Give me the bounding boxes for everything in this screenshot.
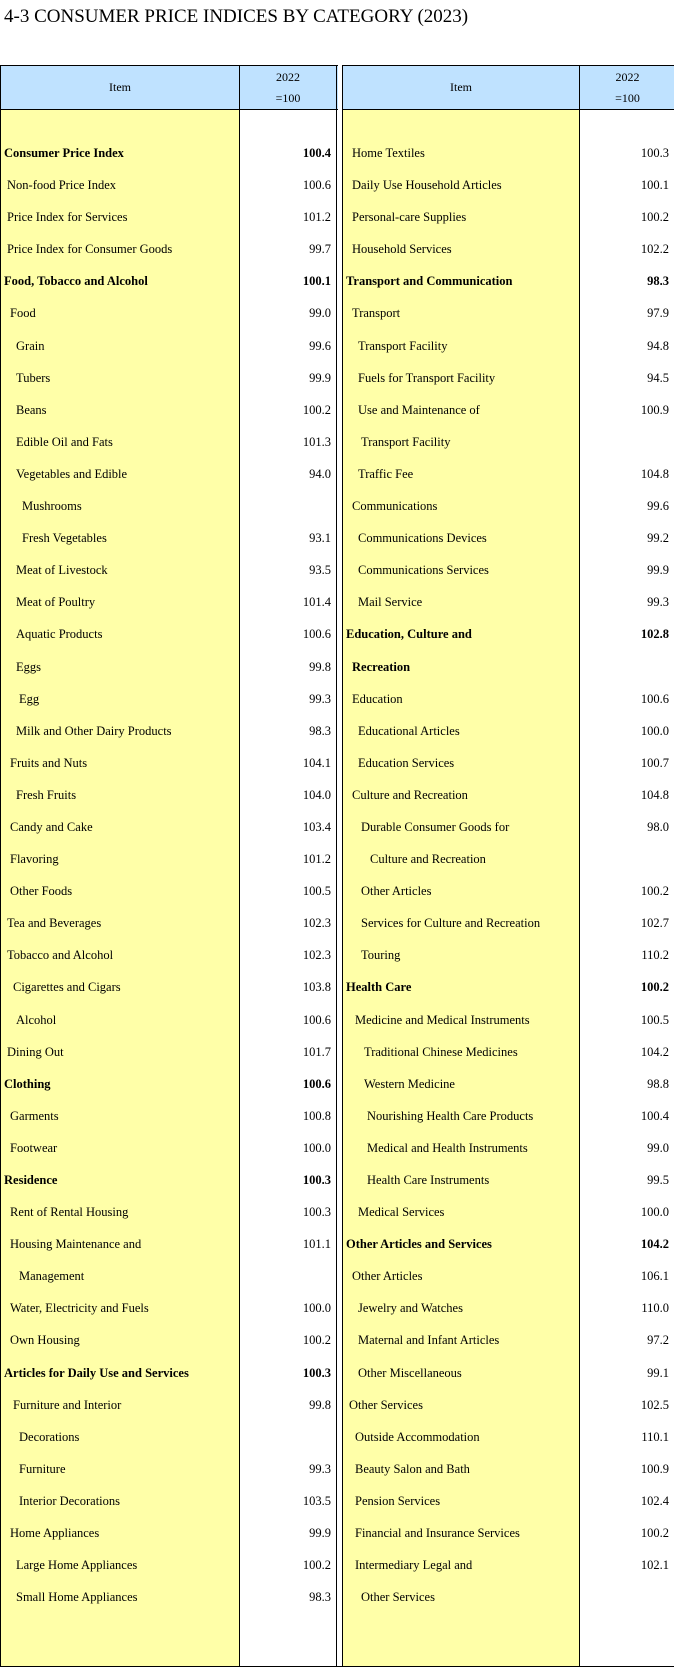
row-label: Home Textiles bbox=[352, 146, 425, 160]
row-value: 99.5 bbox=[647, 1173, 669, 1187]
item-column-header: Item bbox=[0, 66, 239, 109]
table-row bbox=[342, 1459, 674, 1491]
row-label: Tubers bbox=[16, 370, 51, 385]
row-value: 98.3 bbox=[309, 723, 331, 738]
row-value: 94.0 bbox=[309, 466, 331, 481]
row-value: 100.6 bbox=[302, 1076, 331, 1091]
row-value: 100.1 bbox=[640, 178, 669, 193]
row-label: Other Foods bbox=[10, 884, 73, 899]
table-row bbox=[0, 400, 338, 432]
row-label: Cigarettes and Cigars bbox=[13, 980, 121, 995]
table-row bbox=[342, 1587, 674, 1619]
row-label: Other Services bbox=[349, 1397, 423, 1412]
row-value: 99.2 bbox=[647, 531, 669, 546]
row-value: 100.0 bbox=[640, 1205, 669, 1220]
table-row bbox=[0, 1459, 338, 1491]
row-label: Own Housing bbox=[10, 1333, 80, 1348]
row-label: Consumer Price Index bbox=[4, 146, 124, 160]
table-row bbox=[342, 1170, 674, 1202]
row-label: Other Miscellaneous bbox=[358, 1365, 462, 1380]
row-value: 100.2 bbox=[640, 210, 669, 225]
table-row bbox=[0, 1266, 338, 1298]
row-label: Household Services bbox=[352, 242, 452, 257]
table-row bbox=[342, 945, 674, 977]
row-label: Education, Culture and bbox=[346, 627, 472, 642]
table-row bbox=[0, 239, 338, 271]
row-value: 93.1 bbox=[309, 531, 331, 546]
table-row bbox=[0, 175, 338, 207]
row-value: 102.3 bbox=[302, 916, 331, 931]
row-label: Transport and Communication bbox=[346, 274, 513, 289]
row-label: Residence bbox=[4, 1173, 58, 1187]
table-row bbox=[0, 1074, 338, 1106]
row-value: 99.8 bbox=[309, 1397, 331, 1412]
table-row bbox=[0, 1587, 338, 1619]
row-value: 100.4 bbox=[302, 146, 331, 160]
row-label: Clothing bbox=[4, 1076, 51, 1091]
table-row bbox=[342, 1363, 674, 1395]
row-label: Home Appliances bbox=[10, 1526, 100, 1541]
row-label: Price Index for Consumer Goods bbox=[7, 242, 173, 257]
table-row bbox=[0, 945, 338, 977]
row-value: 100.2 bbox=[640, 980, 669, 995]
table-row bbox=[342, 1395, 674, 1427]
row-value: 102.5 bbox=[640, 1397, 669, 1412]
row-value: 100.0 bbox=[302, 1301, 331, 1316]
table-row bbox=[0, 1010, 338, 1042]
table-row bbox=[0, 271, 338, 303]
table-row bbox=[0, 657, 338, 689]
row-label: Transport bbox=[352, 306, 401, 321]
left-rows bbox=[0, 143, 338, 1619]
table-bottom-border bbox=[0, 1666, 674, 1667]
row-value: 100.0 bbox=[640, 723, 669, 738]
row-value: 98.8 bbox=[647, 1076, 669, 1091]
row-label: Articles for Daily Use and Services bbox=[4, 1365, 189, 1380]
row-label: Jewelry and Watches bbox=[358, 1301, 463, 1316]
row-label: Traditional Chinese Medicines bbox=[364, 1044, 518, 1059]
row-label: Communications bbox=[352, 499, 438, 514]
row-value: 99.6 bbox=[309, 338, 331, 353]
row-label: Intermediary Legal and bbox=[355, 1558, 473, 1573]
row-value: 100.5 bbox=[302, 884, 331, 899]
row-label: Other Articles bbox=[361, 884, 432, 899]
table-row bbox=[342, 143, 674, 175]
table-row bbox=[342, 496, 674, 528]
row-label: Furniture and Interior bbox=[13, 1397, 122, 1412]
row-value: 100.4 bbox=[640, 1108, 669, 1123]
table-row bbox=[0, 143, 338, 175]
table-row bbox=[342, 1106, 674, 1138]
row-label: Maternal and Infant Articles bbox=[358, 1333, 500, 1348]
table-row bbox=[0, 1106, 338, 1138]
page-title: 4-3 CONSUMER PRICE INDICES BY CATEGORY (2023) bbox=[4, 6, 469, 27]
row-label: Rent of Rental Housing bbox=[10, 1205, 129, 1220]
table-row bbox=[342, 1234, 674, 1266]
base-index-label: =100 bbox=[615, 90, 640, 105]
row-value: 100.9 bbox=[640, 1461, 669, 1476]
row-label: Transport Facility bbox=[358, 338, 448, 353]
table-row bbox=[0, 1330, 338, 1362]
row-value: 100.2 bbox=[640, 884, 669, 899]
row-value: 99.8 bbox=[309, 659, 331, 674]
row-value: 104.1 bbox=[302, 755, 331, 770]
row-value: 100.2 bbox=[302, 1333, 331, 1348]
row-label: Vegetables and Edible bbox=[16, 466, 128, 481]
row-value: 104.8 bbox=[640, 466, 669, 481]
row-label: Non-food Price Index bbox=[7, 178, 116, 193]
row-label: Education Services bbox=[358, 755, 455, 770]
table-row bbox=[0, 1234, 338, 1266]
table-row bbox=[342, 1138, 674, 1170]
table-row bbox=[342, 817, 674, 849]
right-rows bbox=[342, 143, 674, 1619]
row-label: Medicine and Medical Instruments bbox=[355, 1012, 530, 1027]
table-row bbox=[342, 1523, 674, 1555]
row-value: 101.7 bbox=[302, 1044, 331, 1059]
left-header-row bbox=[0, 65, 338, 110]
row-label: Small Home Appliances bbox=[16, 1590, 138, 1605]
row-value: 103.8 bbox=[302, 980, 331, 995]
row-label: Interior Decorations bbox=[19, 1493, 121, 1508]
row-label: Medical Services bbox=[358, 1205, 445, 1220]
row-label: Other Articles bbox=[352, 1269, 423, 1284]
table-row bbox=[342, 336, 674, 368]
row-label: Tea and Beverages bbox=[7, 916, 102, 931]
row-value: 110.1 bbox=[641, 1429, 669, 1444]
row-value: 98.0 bbox=[647, 819, 669, 834]
row-label: Dining Out bbox=[7, 1044, 64, 1059]
row-label: Touring bbox=[361, 948, 401, 963]
row-value: 99.0 bbox=[309, 306, 331, 321]
row-value: 100.2 bbox=[302, 402, 331, 417]
table-row bbox=[342, 1010, 674, 1042]
row-label: Price Index for Services bbox=[7, 210, 128, 225]
row-value: 99.9 bbox=[647, 563, 669, 578]
table-row bbox=[342, 239, 674, 271]
row-label: Durable Consumer Goods for bbox=[361, 819, 510, 834]
row-value: 101.4 bbox=[302, 595, 331, 610]
table-row bbox=[342, 1074, 674, 1106]
row-value: 104.8 bbox=[640, 787, 669, 802]
table-row bbox=[342, 464, 674, 496]
table-row bbox=[0, 817, 338, 849]
table-row bbox=[0, 1395, 338, 1427]
row-value: 100.3 bbox=[302, 1365, 331, 1380]
row-label: Communications Devices bbox=[358, 531, 487, 546]
table-row bbox=[0, 1170, 338, 1202]
row-value: 102.4 bbox=[640, 1493, 669, 1508]
row-label: Other Articles and Services bbox=[346, 1237, 492, 1252]
row-value: 94.5 bbox=[647, 370, 669, 385]
row-label: Nourishing Health Care Products bbox=[367, 1108, 534, 1123]
table-row bbox=[0, 432, 338, 464]
row-value: 99.6 bbox=[647, 499, 669, 514]
row-value: 100.6 bbox=[640, 691, 669, 706]
table-row bbox=[342, 400, 674, 432]
table-row bbox=[0, 849, 338, 881]
row-value: 100.6 bbox=[302, 627, 331, 642]
row-label: Food bbox=[10, 306, 36, 321]
row-label: Housing Maintenance and bbox=[10, 1237, 142, 1252]
table-row bbox=[342, 881, 674, 913]
row-label: Eggs bbox=[16, 659, 41, 674]
table-row bbox=[0, 1555, 338, 1587]
row-label: Financial and Insurance Services bbox=[355, 1526, 520, 1541]
table-row bbox=[342, 785, 674, 817]
row-label: Pension Services bbox=[355, 1493, 441, 1508]
table-row bbox=[0, 753, 338, 785]
row-label: Edible Oil and Fats bbox=[16, 434, 113, 449]
base-column-header bbox=[239, 66, 337, 109]
row-label: Culture and Recreation bbox=[352, 787, 468, 802]
row-label: Management bbox=[19, 1269, 85, 1284]
table-row bbox=[342, 977, 674, 1009]
table-row bbox=[0, 881, 338, 913]
row-label: Tobacco and Alcohol bbox=[7, 948, 114, 963]
table-row bbox=[0, 303, 338, 335]
table-row bbox=[0, 1363, 338, 1395]
table-row bbox=[0, 785, 338, 817]
row-label: Medical and Health Instruments bbox=[367, 1140, 528, 1155]
row-value: 100.5 bbox=[640, 1012, 669, 1027]
table-row bbox=[342, 303, 674, 335]
row-label: Daily Use Household Articles bbox=[352, 178, 502, 193]
row-label: Western Medicine bbox=[364, 1076, 455, 1091]
table-row bbox=[0, 624, 338, 656]
row-value: 99.9 bbox=[309, 1526, 331, 1541]
row-value: 102.2 bbox=[640, 242, 669, 257]
row-value: 99.3 bbox=[647, 595, 669, 610]
table-row bbox=[342, 368, 674, 400]
row-value: 100.3 bbox=[302, 1173, 331, 1187]
row-label: Communications Services bbox=[358, 563, 489, 578]
table-row bbox=[0, 1523, 338, 1555]
base-year-label: 2022 bbox=[276, 69, 300, 84]
row-label: Milk and Other Dairy Products bbox=[16, 723, 172, 738]
row-label: Decorations bbox=[19, 1429, 80, 1444]
table-row bbox=[0, 207, 338, 239]
table-row bbox=[0, 1427, 338, 1459]
table-row bbox=[342, 1266, 674, 1298]
table-row bbox=[0, 1202, 338, 1234]
table-row bbox=[0, 496, 338, 528]
row-value: 98.3 bbox=[647, 274, 669, 289]
row-value: 99.0 bbox=[647, 1140, 669, 1155]
table-row bbox=[342, 1330, 674, 1362]
row-label: Alcohol bbox=[16, 1012, 57, 1027]
row-value: 100.2 bbox=[640, 1526, 669, 1541]
row-label: Food, Tobacco and Alcohol bbox=[4, 274, 148, 289]
table-row bbox=[342, 207, 674, 239]
row-label: Grain bbox=[16, 338, 45, 353]
row-label: Recreation bbox=[352, 659, 411, 674]
row-label: Fresh Vegetables bbox=[22, 531, 107, 546]
row-label: Other Services bbox=[361, 1590, 435, 1605]
row-value: 99.1 bbox=[647, 1365, 669, 1380]
table-row bbox=[0, 336, 338, 368]
base-year-label: 2022 bbox=[615, 69, 640, 84]
table-row bbox=[342, 1298, 674, 1330]
row-label: Educational Articles bbox=[358, 723, 460, 738]
row-value: 100.3 bbox=[302, 1205, 331, 1220]
row-value: 101.2 bbox=[302, 210, 331, 225]
row-label: Meat of Livestock bbox=[16, 563, 108, 578]
row-value: 100.2 bbox=[302, 1558, 331, 1573]
row-value: 100.9 bbox=[640, 402, 669, 417]
row-label: Egg bbox=[19, 691, 40, 706]
table-row bbox=[0, 1491, 338, 1523]
row-value: 97.9 bbox=[647, 306, 669, 321]
left-column-panel bbox=[0, 65, 338, 1667]
row-value: 100.3 bbox=[640, 146, 669, 160]
table-row bbox=[342, 721, 674, 753]
row-value: 104.2 bbox=[640, 1237, 669, 1252]
row-label: Use and Maintenance of bbox=[358, 402, 480, 417]
table-row bbox=[342, 624, 674, 656]
row-label: Culture and Recreation bbox=[370, 852, 486, 867]
table-row bbox=[342, 432, 674, 464]
row-value: 100.0 bbox=[302, 1140, 331, 1155]
row-value: 102.7 bbox=[640, 916, 669, 931]
row-value: 99.3 bbox=[309, 1461, 331, 1476]
row-value: 99.9 bbox=[309, 370, 331, 385]
table-row bbox=[0, 528, 338, 560]
cpi-table bbox=[0, 65, 674, 1667]
row-value: 103.5 bbox=[302, 1493, 331, 1508]
table-row bbox=[0, 464, 338, 496]
row-value: 99.7 bbox=[309, 242, 331, 257]
row-value: 97.2 bbox=[647, 1333, 669, 1348]
table-row bbox=[342, 1491, 674, 1523]
table-row bbox=[0, 560, 338, 592]
row-value: 103.4 bbox=[302, 819, 331, 834]
table-row bbox=[342, 1427, 674, 1459]
row-label: Water, Electricity and Fuels bbox=[10, 1301, 149, 1316]
row-value: 98.3 bbox=[309, 1590, 331, 1605]
row-value: 101.3 bbox=[302, 434, 331, 449]
row-value: 94.8 bbox=[647, 338, 669, 353]
row-value: 110.0 bbox=[641, 1301, 669, 1316]
table-row bbox=[0, 977, 338, 1009]
table-row bbox=[0, 1298, 338, 1330]
table-row bbox=[342, 1555, 674, 1587]
item-column-header: Item bbox=[342, 66, 579, 109]
row-label: Flavoring bbox=[10, 852, 59, 867]
base-index-label: =100 bbox=[275, 90, 301, 105]
row-label: Mushrooms bbox=[22, 499, 82, 514]
row-value: 101.2 bbox=[302, 852, 331, 867]
right-column-panel bbox=[342, 65, 674, 1667]
table-row bbox=[0, 689, 338, 721]
row-value: 102.1 bbox=[640, 1558, 669, 1573]
table-row bbox=[0, 592, 338, 624]
table-row bbox=[0, 721, 338, 753]
row-label: Health Care Instruments bbox=[367, 1173, 490, 1187]
table-row bbox=[342, 528, 674, 560]
row-label: Footwear bbox=[10, 1140, 58, 1155]
row-value: 110.2 bbox=[641, 948, 669, 963]
row-value: 100.6 bbox=[302, 1012, 331, 1027]
table-row bbox=[0, 913, 338, 945]
row-value: 100.8 bbox=[302, 1108, 331, 1123]
table-row bbox=[342, 657, 674, 689]
table-row bbox=[342, 913, 674, 945]
row-label: Large Home Appliances bbox=[16, 1558, 138, 1573]
row-value: 104.0 bbox=[302, 787, 331, 802]
row-label: Meat of Poultry bbox=[16, 595, 96, 610]
row-label: Furniture bbox=[19, 1461, 66, 1476]
row-label: Candy and Cake bbox=[10, 819, 93, 834]
row-value: 102.3 bbox=[302, 948, 331, 963]
row-value: 93.5 bbox=[309, 563, 331, 578]
table-row bbox=[0, 368, 338, 400]
row-value: 106.1 bbox=[640, 1269, 669, 1284]
row-label: Transport Facility bbox=[361, 434, 451, 449]
table-row bbox=[342, 689, 674, 721]
row-label: Beans bbox=[16, 402, 47, 417]
row-value: 104.2 bbox=[640, 1044, 669, 1059]
row-label: Personal-care Supplies bbox=[352, 210, 467, 225]
row-label: Health Care bbox=[346, 980, 412, 995]
table-row bbox=[342, 1202, 674, 1234]
row-label: Fresh Fruits bbox=[16, 787, 77, 802]
row-label: Outside Accommodation bbox=[355, 1429, 480, 1444]
row-value: 100.6 bbox=[302, 178, 331, 193]
row-label: Beauty Salon and Bath bbox=[355, 1461, 470, 1476]
row-label: Fruits and Nuts bbox=[10, 755, 88, 770]
row-value: 100.7 bbox=[640, 755, 669, 770]
table-row bbox=[342, 1042, 674, 1074]
table-row bbox=[342, 175, 674, 207]
table-row bbox=[0, 1138, 338, 1170]
row-value: 101.1 bbox=[302, 1237, 331, 1252]
row-label: Mail Service bbox=[358, 595, 423, 610]
row-value: 102.8 bbox=[640, 627, 669, 642]
row-label: Education bbox=[352, 691, 403, 706]
row-label: Traffic Fee bbox=[358, 466, 414, 481]
row-value: 100.1 bbox=[302, 274, 331, 289]
row-label: Aquatic Products bbox=[16, 627, 103, 642]
table-row bbox=[342, 271, 674, 303]
table-row bbox=[342, 849, 674, 881]
table-row bbox=[342, 592, 674, 624]
row-value: 99.3 bbox=[309, 691, 331, 706]
row-label: Fuels for Transport Facility bbox=[358, 370, 496, 385]
table-row bbox=[342, 753, 674, 785]
base-column-header bbox=[579, 66, 674, 109]
table-row bbox=[342, 560, 674, 592]
right-header-row bbox=[342, 65, 674, 110]
row-label: Garments bbox=[10, 1108, 59, 1123]
table-row bbox=[0, 1042, 338, 1074]
row-label: Services for Culture and Recreation bbox=[361, 916, 541, 931]
